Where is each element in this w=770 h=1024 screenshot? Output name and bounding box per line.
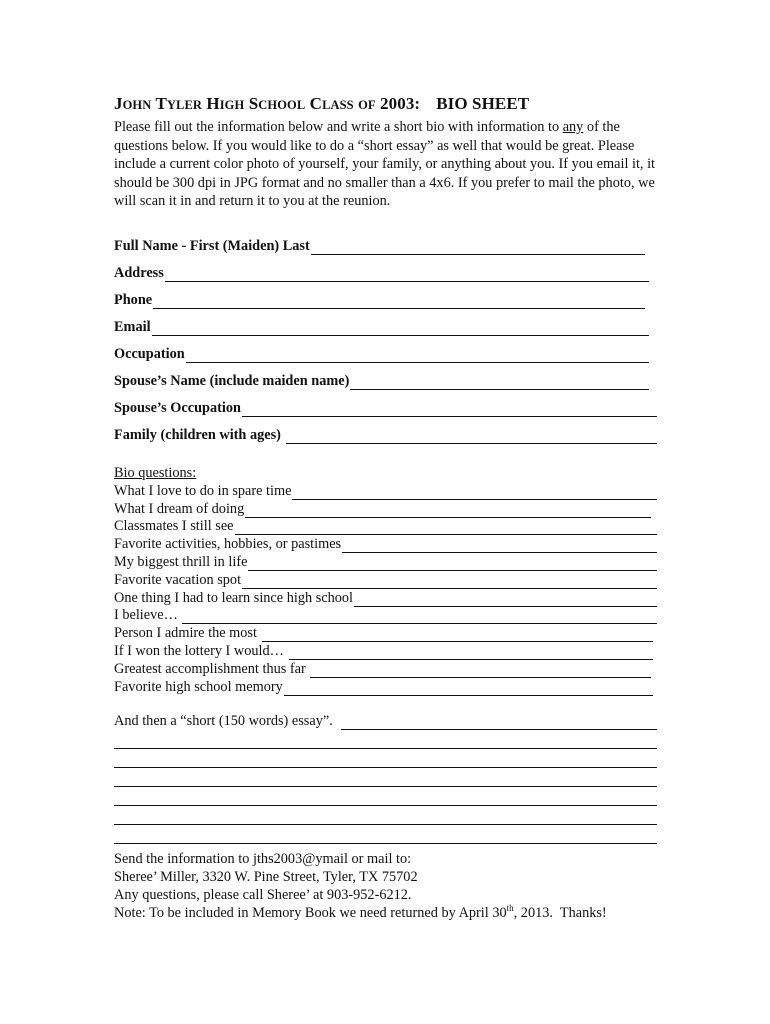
address-line[interactable] — [165, 268, 649, 282]
spouse-name-line[interactable] — [350, 376, 649, 390]
answer-line[interactable] — [182, 610, 657, 624]
essay-line[interactable] — [114, 730, 657, 749]
answer-line[interactable] — [310, 664, 651, 678]
bio-question-memory[interactable]: Favorite high school memory — [114, 678, 657, 696]
form-content — [114, 94, 657, 923]
email-field[interactable]: Email — [114, 309, 657, 336]
full-name-field[interactable]: Full Name - First (Maiden) Last — [114, 228, 657, 255]
answer-line[interactable] — [235, 521, 657, 535]
answer-line[interactable] — [292, 486, 657, 500]
instructions-paragraph: Please fill out the information below and write a short bio with information to any of the questions below. If you would like to do a “short essay” as well that would be great. Please include a current color photo of yourself, your family, or anything about you. If you email it, it should be 300 dpi in JPG format and no smaller than a 4x6. If you prefer to mail the photo, we will scan it in and return it to you at the reunion. — [114, 119, 656, 210]
answer-line[interactable] — [242, 575, 657, 589]
essay-line[interactable] — [114, 768, 657, 787]
essay-line[interactable] — [114, 787, 657, 806]
contact-line-note: Note: To be included in Memory Book we need returned by April 30th, 2013. Thanks! — [114, 902, 607, 922]
bio-question-classmates[interactable]: Classmates I still see — [114, 518, 657, 536]
bio-question-admire[interactable]: Person I admire the most — [114, 624, 657, 642]
contact-line-address: Sheree’ Miller, 3320 W. Pine Street, Tyler, TX 75702 — [114, 868, 418, 885]
phone-line[interactable] — [153, 295, 645, 309]
spouse-occupation-field[interactable]: Spouse’s Occupation — [114, 390, 657, 417]
answer-line[interactable] — [262, 628, 653, 642]
bio-question-activities[interactable]: Favorite activities, hobbies, or pastimes — [114, 535, 657, 553]
answer-line[interactable] — [354, 593, 657, 607]
spouse-name-field[interactable]: Spouse’s Name (include maiden name) — [114, 363, 657, 390]
essay-section — [114, 712, 657, 844]
personal-info-fields — [114, 228, 657, 444]
phone-field[interactable]: Phone — [114, 282, 657, 309]
full-name-line[interactable] — [311, 241, 645, 255]
family-line[interactable] — [286, 430, 658, 444]
bio-question-spare-time[interactable]: What I love to do in spare time — [114, 482, 657, 500]
occupation-field[interactable]: Occupation — [114, 336, 657, 363]
bio-question-accomplishment[interactable]: Greatest accomplishment thus far — [114, 660, 657, 678]
occupation-line[interactable] — [186, 349, 649, 363]
essay-first-line[interactable]: And then a “short (150 words) essay”. — [114, 712, 657, 730]
family-field[interactable]: Family (children with ages) — [114, 417, 657, 444]
bio-question-learned[interactable]: One thing I had to learn since high school — [114, 589, 657, 607]
form-title: JOHN TYLER HIGH SCHOOL CLASS OF 2003: BIO SHEET — [114, 94, 530, 113]
contact-info — [114, 850, 657, 923]
address-field[interactable]: Address — [114, 255, 657, 282]
essay-line[interactable] — [341, 716, 657, 730]
bio-questions-heading: Bio questions: — [114, 464, 197, 481]
answer-line[interactable] — [289, 646, 653, 660]
spouse-occupation-line[interactable] — [242, 403, 657, 417]
essay-line[interactable] — [114, 825, 657, 844]
essay-line[interactable] — [114, 806, 657, 825]
bio-question-dream[interactable]: What I dream of doing — [114, 500, 657, 518]
bio-question-believe[interactable]: I believe… — [114, 607, 657, 625]
answer-line[interactable] — [284, 682, 653, 696]
bio-question-thrill[interactable]: My biggest thrill in life — [114, 553, 657, 571]
contact-line-phone: Any questions, please call Sheree’ at 903-952-6212. — [114, 887, 412, 904]
answer-line[interactable] — [248, 557, 657, 571]
essay-line[interactable] — [114, 749, 657, 768]
email-line[interactable] — [152, 322, 649, 336]
answer-line[interactable] — [342, 539, 657, 553]
answer-line[interactable] — [245, 504, 651, 518]
contact-line-send: Send the information to jths2003@ymail or mail to: — [114, 850, 412, 867]
bio-questions-section — [114, 464, 657, 696]
bio-question-vacation[interactable]: Favorite vacation spot — [114, 571, 657, 589]
bio-question-lottery[interactable]: If I won the lottery I would… — [114, 642, 657, 660]
any-underlined: any — [562, 119, 584, 135]
